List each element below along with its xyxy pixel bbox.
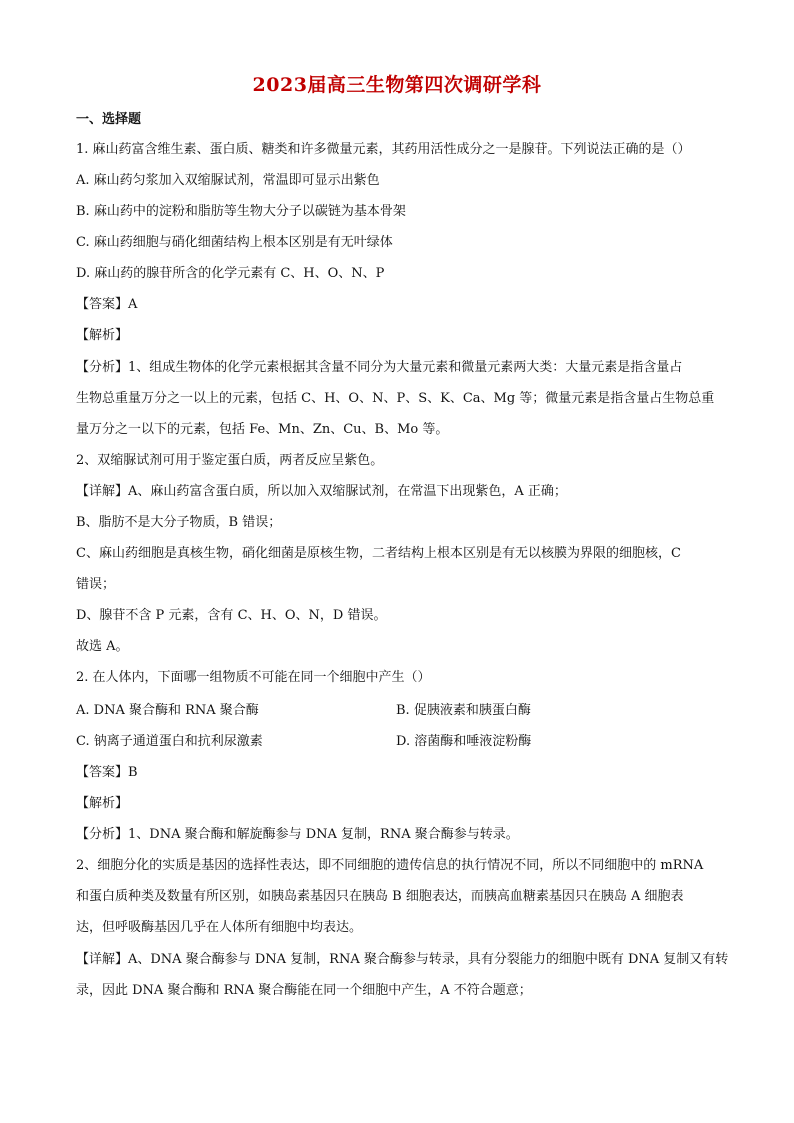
question-2-analysis-line-3: 达，但呼吸酶基因几乎在人体所有细胞中均表达。 bbox=[76, 920, 363, 935]
question-1-option-c: C. 麻山药细胞与硝化细菌结构上根本区别是有无叶绿体 bbox=[76, 235, 393, 250]
question-2-answer: 【答案】B bbox=[76, 765, 138, 780]
question-1-conclusion: 故选 A。 bbox=[76, 639, 129, 654]
question-1-analysis-line-3: 量万分之一以下的元素，包括 Fe、Mn、Zn、Cu、B、Mo 等。 bbox=[76, 422, 449, 437]
question-1-analysis-point-2: 2、双缩脲试剂可用于鉴定蛋白质，两者反应呈紫色。 bbox=[76, 453, 384, 468]
question-1-option-d: D. 麻山药的腺苷所含的化学元素有 C、H、O、N、P bbox=[76, 266, 385, 281]
question-2-detail-line-1: 【详解】A、DNA 聚合酶参与 DNA 复制，RNA 聚合酶参与转录，具有分裂能力的细胞中既有 DNA 复制又有转 bbox=[76, 952, 729, 967]
question-1-stem: 1. 麻山药富含维生素、蛋白质、糖类和许多微量元素，其药用活性成分之一是腺苷。下列说法正确的是（） bbox=[76, 142, 691, 157]
section-heading: 一、选择题 bbox=[76, 112, 142, 127]
question-2-analysis-line-1: 2、细胞分化的实质是基因的选择性表达，即不同细胞的遗传信息的执行情况不同，所以不同细胞中的 mRNA bbox=[76, 858, 704, 873]
question-1-detail-c-line-1: C、麻山药细胞是真核生物，硝化细菌是原核生物，二者结构上根本区别是有无以核膜为界限的细胞核，C bbox=[76, 546, 681, 561]
question-2-analysis-point-1: 【分析】1、DNA 聚合酶和解旋酶参与 DNA 复制，RNA 聚合酶参与转录。 bbox=[76, 827, 519, 842]
question-1-option-b: B. 麻山药中的淀粉和脂肪等生物大分子以碳链为基本骨架 bbox=[76, 204, 406, 219]
question-2-detail-line-2: 录，因此 DNA 聚合酶和 RNA 聚合酶能在同一个细胞中产生，A 不符合题意； bbox=[76, 983, 532, 998]
question-2-analysis-line-2: 和蛋白质种类及数量有所区别，如胰岛素基因只在胰岛 B 细胞表达，而胰高血糖素基因只在胰岛 A 细胞表 bbox=[76, 889, 684, 904]
question-2-option-a: A. DNA 聚合酶和 RNA 聚合酶 bbox=[76, 703, 259, 718]
question-1-jiexi-label: 【解析】 bbox=[76, 328, 129, 343]
question-1-analysis-line-1: 【分析】1、组成生物体的化学元素根据其含量不同分为大量元素和微量元素两大类：大量元素是指含量占 bbox=[76, 360, 683, 375]
question-1-option-a: A. 麻山药匀浆加入双缩脲试剂，常温即可显示出紫色 bbox=[76, 173, 380, 188]
page-title: 2023届高三生物第四次调研学科 bbox=[252, 74, 542, 96]
question-1-detail-b: B、脂肪不是大分子物质，B 错误； bbox=[76, 515, 282, 530]
question-2-stem: 2. 在人体内，下面哪一组物质不可能在同一个细胞中产生（） bbox=[76, 670, 431, 685]
question-2-jiexi-label: 【解析】 bbox=[76, 796, 129, 811]
question-1-detail-c-line-2: 错误； bbox=[76, 577, 116, 592]
question-2-option-b: B. 促胰液素和胰蛋白酶 bbox=[396, 703, 531, 718]
question-1-detail-d: D、腺苷不含 P 元素，含有 C、H、O、N，D 错误。 bbox=[76, 608, 387, 623]
question-2-option-d: D. 溶菌酶和唾液淀粉酶 bbox=[396, 734, 532, 749]
question-1-detail-a: 【详解】A、麻山药富含蛋白质，所以加入双缩脲试剂，在常温下出现紫色，A 正确； bbox=[76, 484, 567, 499]
question-1-answer: 【答案】A bbox=[76, 297, 138, 312]
question-1-analysis-line-2: 生物总重量万分之一以上的元素，包括 C、H、O、N、P、S、K、Ca、Mg 等；微量元素是指含量占生物总重 bbox=[76, 391, 715, 406]
question-2-option-c: C. 钠离子通道蛋白和抗利尿激素 bbox=[76, 734, 263, 749]
